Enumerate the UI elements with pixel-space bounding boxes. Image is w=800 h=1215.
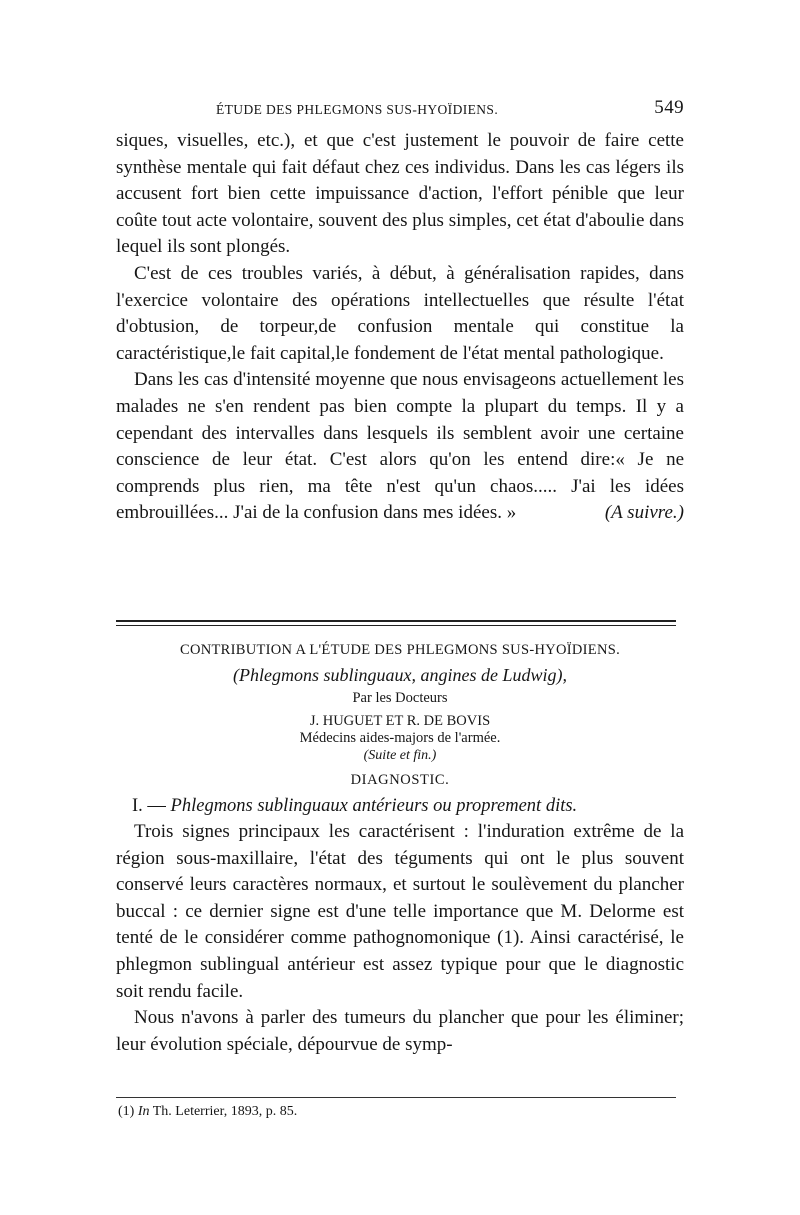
article-separator bbox=[116, 620, 676, 626]
byline-intro: Par les Docteurs bbox=[352, 690, 448, 706]
continuation-note: (Suite et fin.) bbox=[363, 748, 437, 763]
footnote bbox=[118, 1104, 297, 1120]
paragraph: Nous n'avons à parler des tumeurs du plancher que pour les éliminer; leur évolution spéciale, dépourvue de symp- bbox=[116, 1007, 684, 1055]
running-title: ÉTUDE DES PHLEGMONS SUS-HYOÏDIENS. bbox=[216, 102, 499, 117]
subsection-number: I. — bbox=[132, 796, 166, 816]
footnote-marker: (1) bbox=[118, 1104, 135, 1119]
affiliation: Médecins aides-majors de l'armée. bbox=[299, 730, 501, 746]
page-number: 549 bbox=[654, 97, 684, 118]
continued-note: (A suivre.) bbox=[604, 502, 684, 524]
authors: J. HUGUET ET R. DE BOVIS bbox=[309, 713, 491, 729]
article-heading bbox=[116, 642, 684, 789]
footnote-text: Th. Leterrier, 1893, p. 85. bbox=[152, 1104, 298, 1119]
article-title: CONTRIBUTION A L'ÉTUDE DES PHLEGMONS SUS-HYOÏDIENS. bbox=[179, 642, 621, 658]
paragraph bbox=[116, 367, 684, 527]
footnote-source-italic: In bbox=[137, 1104, 150, 1119]
subsection-title: Phlegmons sublinguaux antérieurs ou proprement dits. bbox=[170, 796, 578, 816]
paragraph-text: Dans les cas d'intensité moyenne que nous envisageons actuellement les malades ne s'en rendent pas bien compte la plupart du temps. Il y a cependant des intervalles dans lesquels ils semblent avoir une certaine conscience de leur état. C'est alors qu'on les entend dire:« Je ne comprends plus rien, ma tête n'est qu'un chaos..... J'ai les idées embrouillées... J'ai de la confusion dans mes idées. » bbox=[116, 369, 684, 524]
paragraph: Trois signes principaux les caractérisent : l'induration extrême de la région sous-maxillaire, l'état des téguments qui ont le plus souvent conservé leurs caractères normaux, et surtout le soulèvement du plancher buccal : ce dernier signe est d'une telle importance que M. Delorme est tenté de le considérer comme pathognomonique (1). Ainsi caractérisé, le phlegmon sublingual antérieur est assez typique pour que le diagnostic soit rendu facile. bbox=[116, 821, 684, 1002]
paragraph: siques, visuelles, etc.), et que c'est justement le pouvoir de faire cette synthèse mentale qui fait défaut chez ces individus. Dans les cas légers ils accusent fort bien cette impuissance d'action, l'effort pénible que leur coûte tout acte volontaire, souvent des plus simples, cet état d'aboulie dans lequel ils sont plongés. bbox=[116, 130, 684, 258]
section-heading: DIAGNOSTIC. bbox=[350, 772, 450, 788]
previous-article-text bbox=[116, 128, 684, 527]
subsection-heading bbox=[116, 796, 684, 817]
page-header bbox=[116, 97, 684, 121]
article-subtitle: (Phlegmons sublinguaux, angines de Ludwig), bbox=[233, 665, 567, 685]
footnote-rule bbox=[116, 1097, 676, 1098]
paragraph: C'est de ces troubles variés, à début, à généralisation rapides, dans l'exercice volontaire des opérations intellectuelles que résulte l'état d'obtusion, de torpeur,de confusion mentale qui constitue la caractéristique,le fait capital,le fondement de l'état mental pathologique. bbox=[116, 262, 684, 364]
article-body bbox=[116, 796, 684, 1058]
